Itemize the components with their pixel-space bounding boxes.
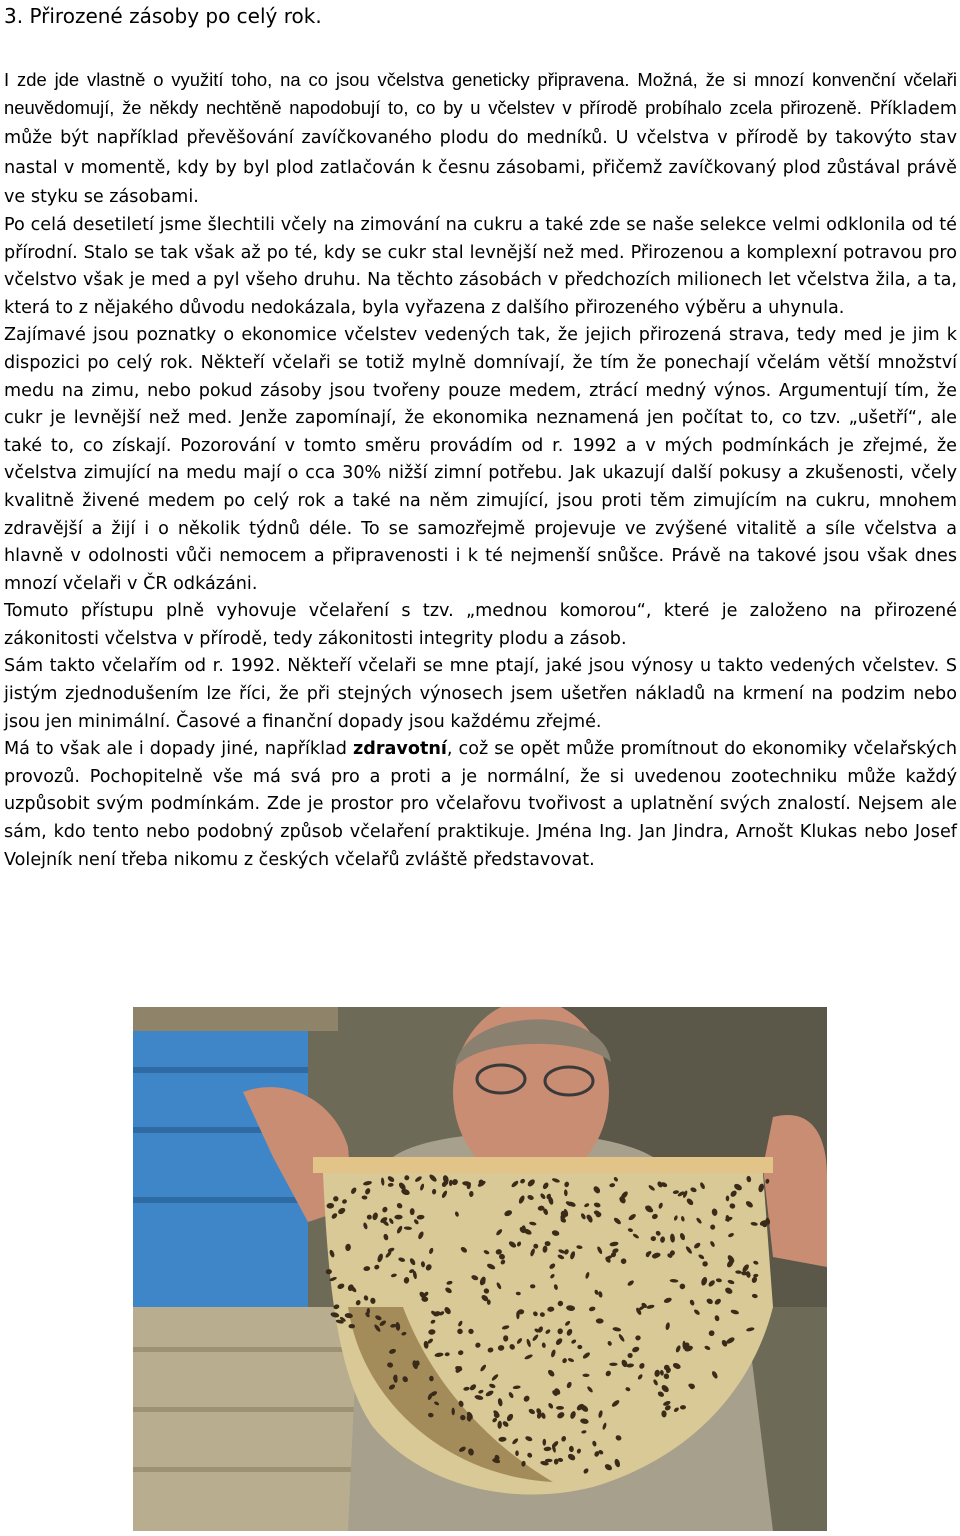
paragraph-3: Zajímavé jsou poznatky o ekonomice včelstev vedených tak, že jejich přirozená strava, tedy med je jim k dispozici po celý rok. Někteří včelaři se totiž mylně domnívají, že tím že ponechají včelám větší množství medu na zimu, nebo pokud zásoby jsou tvořeny pouze medem, ztrácí medný výnos. Argumentují tím, že cukr je levnější než med. Jenže zapomínají, že ekonomika neznamená jen počítat to, co tzv. „ušetří“, ale také to, co získají. Pozorování v tomto směru provádím od r. 1992 a v mých podmínkách je zřejmé, že včelstva zimující na medu mají o cca 30% nižší zimní potřebu. Jak ukazují další pokusy a zkušenosti, včely kvalitně živené medem po celý rok a také na něm zimující, jsou proti těm zimujícím na cukru, mnohem zdravější a žijí i o několik týdnů déle. To se samozřejmě projevuje ve zvýšené vitalitě a síle včelstva a hlavně v odolnosti vůči nemocem a připravenosti i k té nejmenší snůšce. Právě na takové jsou však dnes mnozí včelaři v ČR odkázáni.: [4, 325, 957, 594]
bee: [545, 1459, 553, 1462]
bee: [583, 1374, 590, 1377]
hive-roof: [133, 1007, 338, 1031]
bee: [652, 1254, 658, 1259]
paragraph-6-part-a: Má to však ale i dopady jiné, například: [4, 739, 353, 760]
wooden-hive-board-2: [133, 1407, 363, 1412]
paragraph-1-part-b: Příkladem může být například převěšování zavíčkovaného plodu do medníků. U včelstva v přírodě by takovýto stav nastal v momentě, kdy by byl plod zatlačován k česnu zásobami, přičemž zavíčkovaný plod zůstával právě ve styku se zásobami.: [4, 98, 957, 208]
bee: [609, 1363, 617, 1366]
paragraph-1: [4, 66, 957, 212]
paragraph-5: Sám takto včelařím od r. 1992. Někteří včelaři se mne ptají, jaké jsou výnosy u takto vedených včelstev. S jistým zjednodušením lze říci, že při stejných výnosech jsem ušetřen nákladů na krmení na podzim nebo jsou jen minimální. Časové a finanční dopady jsou každému zřejmé.: [4, 656, 957, 732]
bee: [394, 1215, 402, 1220]
wooden-hive-board-3: [133, 1467, 363, 1472]
wooden-hive-board-1: [133, 1347, 363, 1352]
frame-top-bar: [313, 1157, 773, 1173]
beekeeper-photo: [133, 1007, 827, 1531]
paragraph-2: Po celá desetiletí jsme šlechtili včely na zimování na cukru a také zde se naše selekce velmi odklonila od té přírodní. Stalo se tak však až po té, kdy se cukr stal levnější než med. Přirozenou a komplexní potravou pro včelstvo však je med a pyl všeho druhu. Na těchto zásobách v předchozích milionech let včelstva žila, a ta, která to z nějakého důvodu nedokázala, byla vyřazena z dalšího přirozeného výběru a uhynula.: [4, 214, 957, 318]
emphasis-health: zdravotní: [353, 739, 447, 760]
paragraph-6: [4, 736, 957, 874]
paragraph-6-part-c: , což se opět může promítnout do ekonomiky včelařských provozů. Pochopitelně vše má svá pro a proti a je normální, že si uvedenou zootechniku může každý uzpůsobit svým podmínkám. Zde je prostor pro včelařovu tvořivost a uplatnění svých znalostí. Nejsem ale sám, kdo tento nebo podobný způsob včelaření praktikuje. Jména Ing. Jan Jindra, Arnošt Klukas nebo Josef Volejník není třeba nikomu z českých včelařů zvláště představovat.: [4, 739, 957, 870]
right-arm: [763, 1115, 827, 1267]
wooden-hive-lower: [133, 1307, 363, 1531]
hive-slat-1: [133, 1067, 308, 1073]
section-heading: 3. Přirozené zásoby po celý rok.: [4, 4, 322, 28]
hive-slat-3: [133, 1197, 308, 1203]
bee: [410, 1208, 415, 1215]
paragraph-4: Tomuto přístupu plně vyhovuje včelaření s tzv. „mednou komorou“, které je založeno na přirozené zákonitosti včelstva v přírodě, tedy zákonitosti integrity plodu a zásob.: [4, 601, 957, 649]
article-body: [4, 66, 957, 874]
bee: [556, 1406, 564, 1410]
paragraph-1-part-a: I zde jde vlastně o využití toho, na co jsou včelstva geneticky připravena. Možná, že si mnozí konvenční včelaři neuvědomují, že někdy nechtěně napodobují to, co by u včelstev v přírodě probíhalo zcela přirozeně.: [4, 69, 957, 118]
bee: [503, 1335, 508, 1341]
photo-illustration: [133, 1007, 827, 1531]
